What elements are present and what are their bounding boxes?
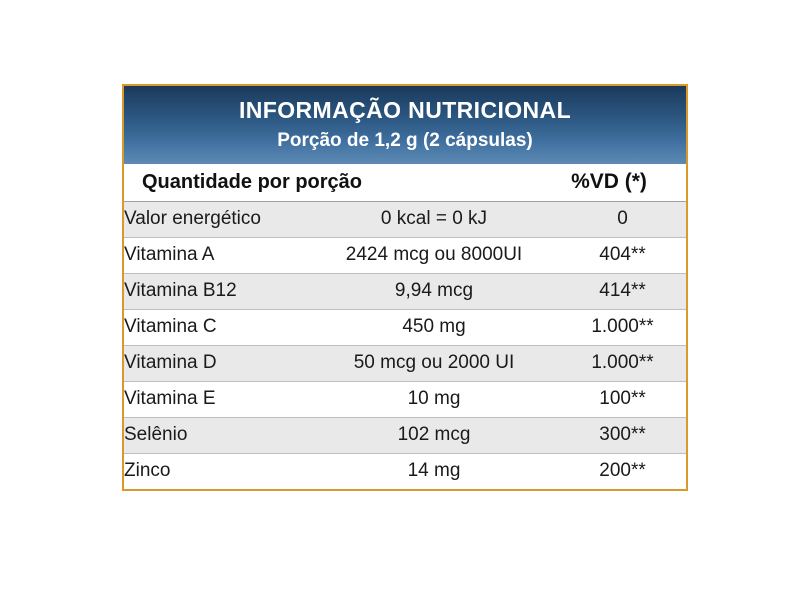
column-header-daily-value: %VD (*) [571,170,647,194]
nutrient-amount: 9,94 mcg [309,274,559,310]
nutrient-daily-value: 414** [559,274,686,310]
nutrient-amount: 2424 mcg ou 8000UI [309,238,559,274]
nutrition-facts-panel [122,84,688,491]
nutrient-name: Vitamina A [124,238,309,274]
table-row [124,202,686,238]
nutrient-name: Vitamina C [124,310,309,346]
nutrient-amount: 10 mg [309,382,559,418]
table-row [124,418,686,454]
nutrient-daily-value: 0 [559,202,686,238]
nutrition-portion-subtitle: Porção de 1,2 g (2 cápsulas) [277,130,533,152]
nutrient-name: Vitamina D [124,346,309,382]
table-row [124,454,686,490]
nutrient-daily-value: 100** [559,382,686,418]
nutrient-amount: 102 mcg [309,418,559,454]
nutrient-daily-value: 300** [559,418,686,454]
nutrition-column-headers [124,164,686,202]
table-row [124,382,686,418]
nutrient-amount: 450 mg [309,310,559,346]
nutrition-table [124,202,686,489]
table-row [124,346,686,382]
nutrient-daily-value: 404** [559,238,686,274]
nutrient-name: Zinco [124,454,309,490]
nutrient-name: Selênio [124,418,309,454]
nutrient-daily-value: 1.000** [559,310,686,346]
nutrient-daily-value: 200** [559,454,686,490]
nutrient-name: Vitamina E [124,382,309,418]
nutrient-amount: 0 kcal = 0 kJ [309,202,559,238]
table-row [124,274,686,310]
table-row [124,238,686,274]
nutrient-amount: 50 mcg ou 2000 UI [309,346,559,382]
nutrient-daily-value: 1.000** [559,346,686,382]
nutrition-header [124,86,686,164]
nutrition-title: INFORMAÇÃO NUTRICIONAL [238,97,572,123]
table-row [124,310,686,346]
nutrient-name: Vitamina B12 [124,274,309,310]
nutrient-name: Valor energético [124,202,309,238]
column-header-amount-per-portion: Quantidade por porção [142,170,363,193]
nutrient-amount: 14 mg [309,454,559,490]
